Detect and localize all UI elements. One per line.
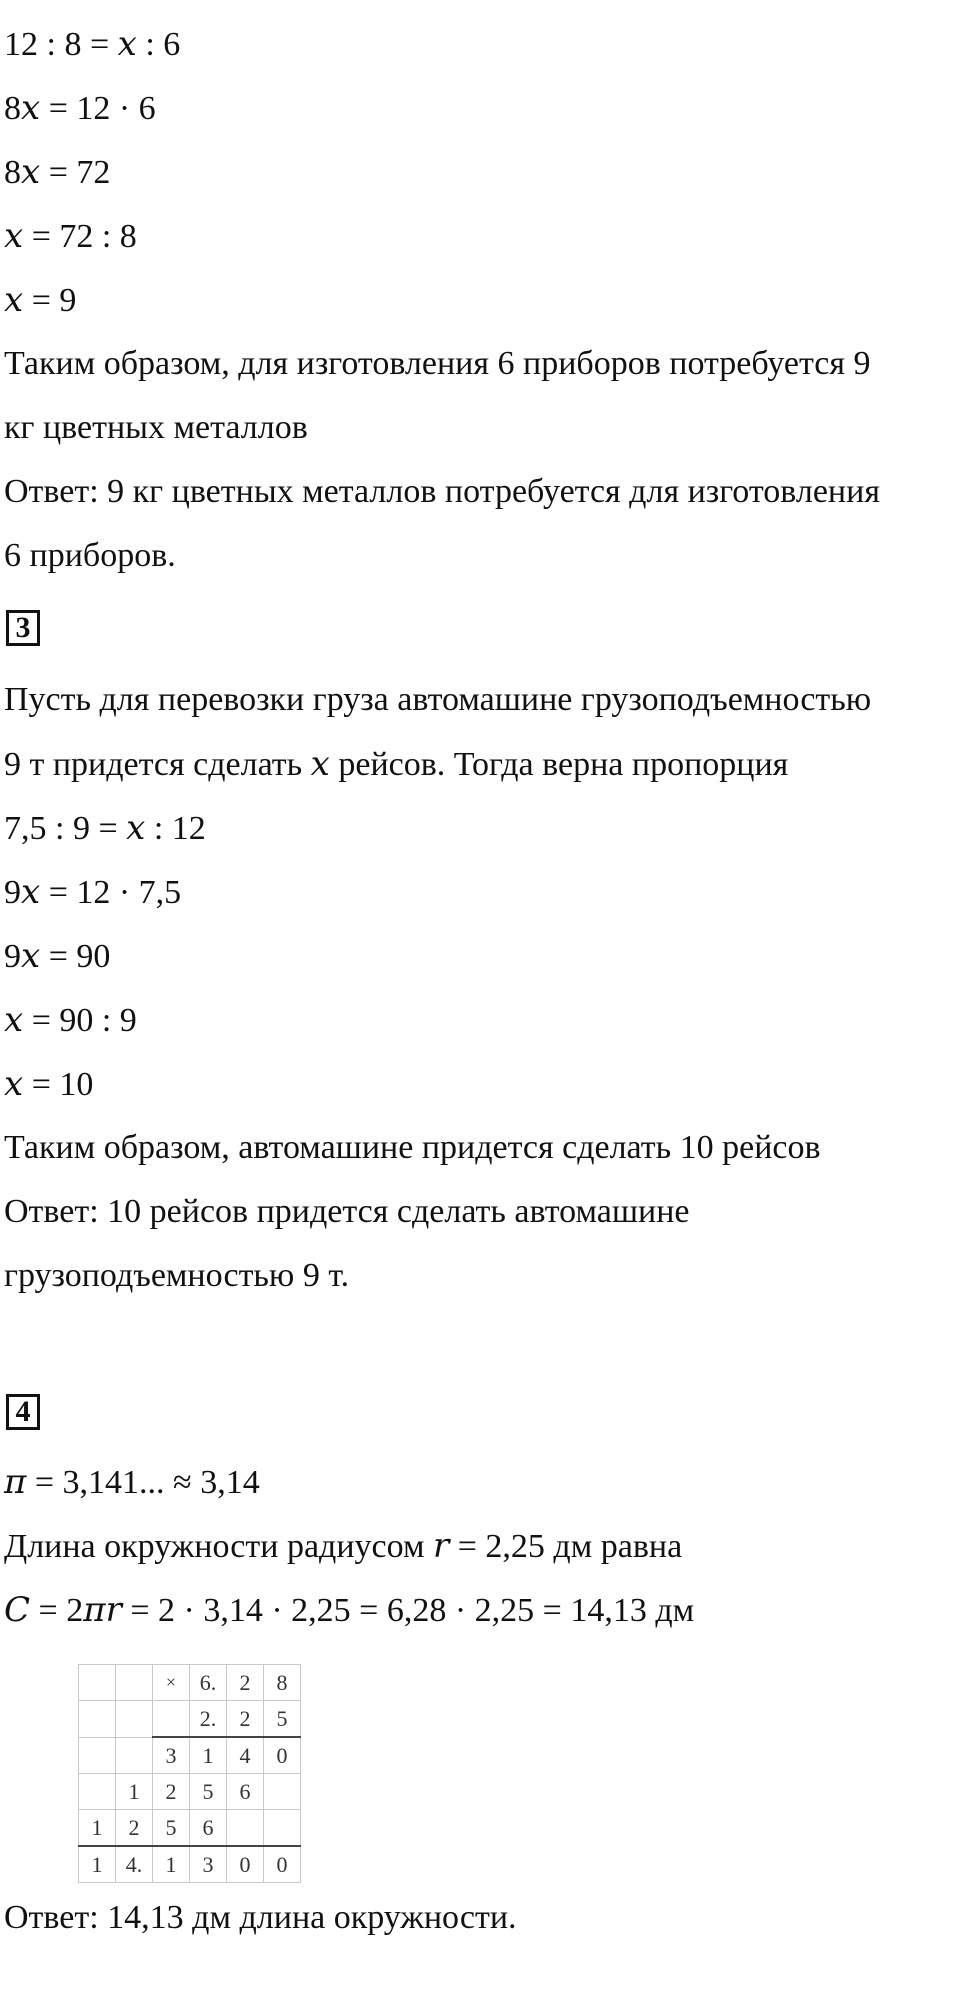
calc-cell <box>116 1665 153 1701</box>
radius-statement: Длина окружности радиусом r = 2,25 дм равна <box>4 1526 683 1566</box>
calc-row-partial-3 <box>79 1810 301 1847</box>
equation-division: x = 72 : 8 <box>4 216 137 256</box>
equation-result: x = 9 <box>4 280 77 320</box>
calc-cell: 1 <box>153 1846 190 1883</box>
equation-product: 9x = 90 <box>4 936 111 976</box>
calc-cell: 2. <box>190 1701 227 1738</box>
calc-cell: 0 <box>227 1846 264 1883</box>
conclusion-text: Таким образом, для изготовления 6 приборов потребуется 9 <box>4 345 871 382</box>
equation-cross-multiply: 8x = 12 · 6 <box>4 88 156 128</box>
multiply-sign: × <box>153 1665 190 1701</box>
calc-cell: 4 <box>227 1737 264 1774</box>
calc-cell: 1 <box>190 1737 227 1774</box>
equation-division: x = 90 : 9 <box>4 1000 137 1040</box>
calc-row-multiplicand <box>79 1665 301 1701</box>
problem-intro-cont: 9 т придется сделать x рейсов. Тогда верна пропорция <box>4 744 789 784</box>
calc-cell: 5 <box>153 1810 190 1847</box>
calc-cell <box>79 1737 116 1774</box>
task-number-4: 4 <box>6 1394 40 1430</box>
calc-cell: 2 <box>116 1810 153 1847</box>
calc-cell <box>264 1810 301 1847</box>
calc-cell <box>116 1737 153 1774</box>
equation-result: x = 10 <box>4 1064 94 1104</box>
calc-row-partial-1 <box>79 1737 301 1774</box>
calc-cell: 6 <box>227 1774 264 1810</box>
calc-cell: 5 <box>264 1701 301 1738</box>
calc-cell: 1 <box>79 1846 116 1883</box>
calc-cell: 6 <box>190 1810 227 1847</box>
calc-cell <box>79 1665 116 1701</box>
answer-text-cont: грузоподъемностью 9 т. <box>4 1257 350 1294</box>
calc-cell: 8 <box>264 1665 301 1701</box>
calc-cell: 0 <box>264 1737 301 1774</box>
calc-cell <box>153 1701 190 1738</box>
column-multiplication-grid <box>78 1664 301 1883</box>
equation-proportion: 7,5 : 9 = x : 12 <box>4 808 206 848</box>
calc-cell <box>227 1810 264 1847</box>
calc-row-partial-2 <box>79 1774 301 1810</box>
calc-cell: 2 <box>227 1665 264 1701</box>
calc-cell: 1 <box>79 1810 116 1847</box>
answer-text: Ответ: 9 кг цветных металлов потребуется для изготовления <box>4 473 880 510</box>
calc-cell <box>79 1774 116 1810</box>
calc-cell: 6. <box>190 1665 227 1701</box>
conclusion-text: Таким образом, автомашине придется сделать 10 рейсов <box>4 1129 821 1166</box>
task-number-3: 3 <box>6 610 40 646</box>
equation-product: 8x = 72 <box>4 152 111 192</box>
calc-cell <box>116 1701 153 1738</box>
pi-approximation: π = 3,141... ≈ 3,14 <box>4 1462 260 1502</box>
calc-cell: 0 <box>264 1846 301 1883</box>
calc-cell <box>264 1774 301 1810</box>
calc-cell: 3 <box>190 1846 227 1883</box>
conclusion-text-cont: кг цветных металлов <box>4 409 308 446</box>
calc-row-total <box>79 1846 301 1883</box>
equation-cross-multiply: 9x = 12 · 7,5 <box>4 872 182 912</box>
answer-text-cont: 6 приборов. <box>4 537 176 574</box>
calc-cell: 2 <box>153 1774 190 1810</box>
answer-text: Ответ: 14,13 дм длина окружности. <box>4 1899 517 1936</box>
circumference-formula: C = 2πr = 2 · 3,14 · 2,25 = 6,28 · 2,25 = 14,13 дм <box>4 1590 695 1630</box>
calc-cell: 3 <box>153 1737 190 1774</box>
equation-proportion: 12 : 8 = x : 6 <box>4 24 181 64</box>
problem-intro: Пусть для перевозки груза автомашине грузоподъемностью <box>4 681 872 718</box>
calc-cell: 2 <box>227 1701 264 1738</box>
calc-row-multiplier <box>79 1701 301 1738</box>
answer-text: Ответ: 10 рейсов придется сделать автомашине <box>4 1193 690 1230</box>
calc-cell: 4. <box>116 1846 153 1883</box>
calc-cell: 5 <box>190 1774 227 1810</box>
calc-cell <box>79 1701 116 1738</box>
calc-cell: 1 <box>116 1774 153 1810</box>
